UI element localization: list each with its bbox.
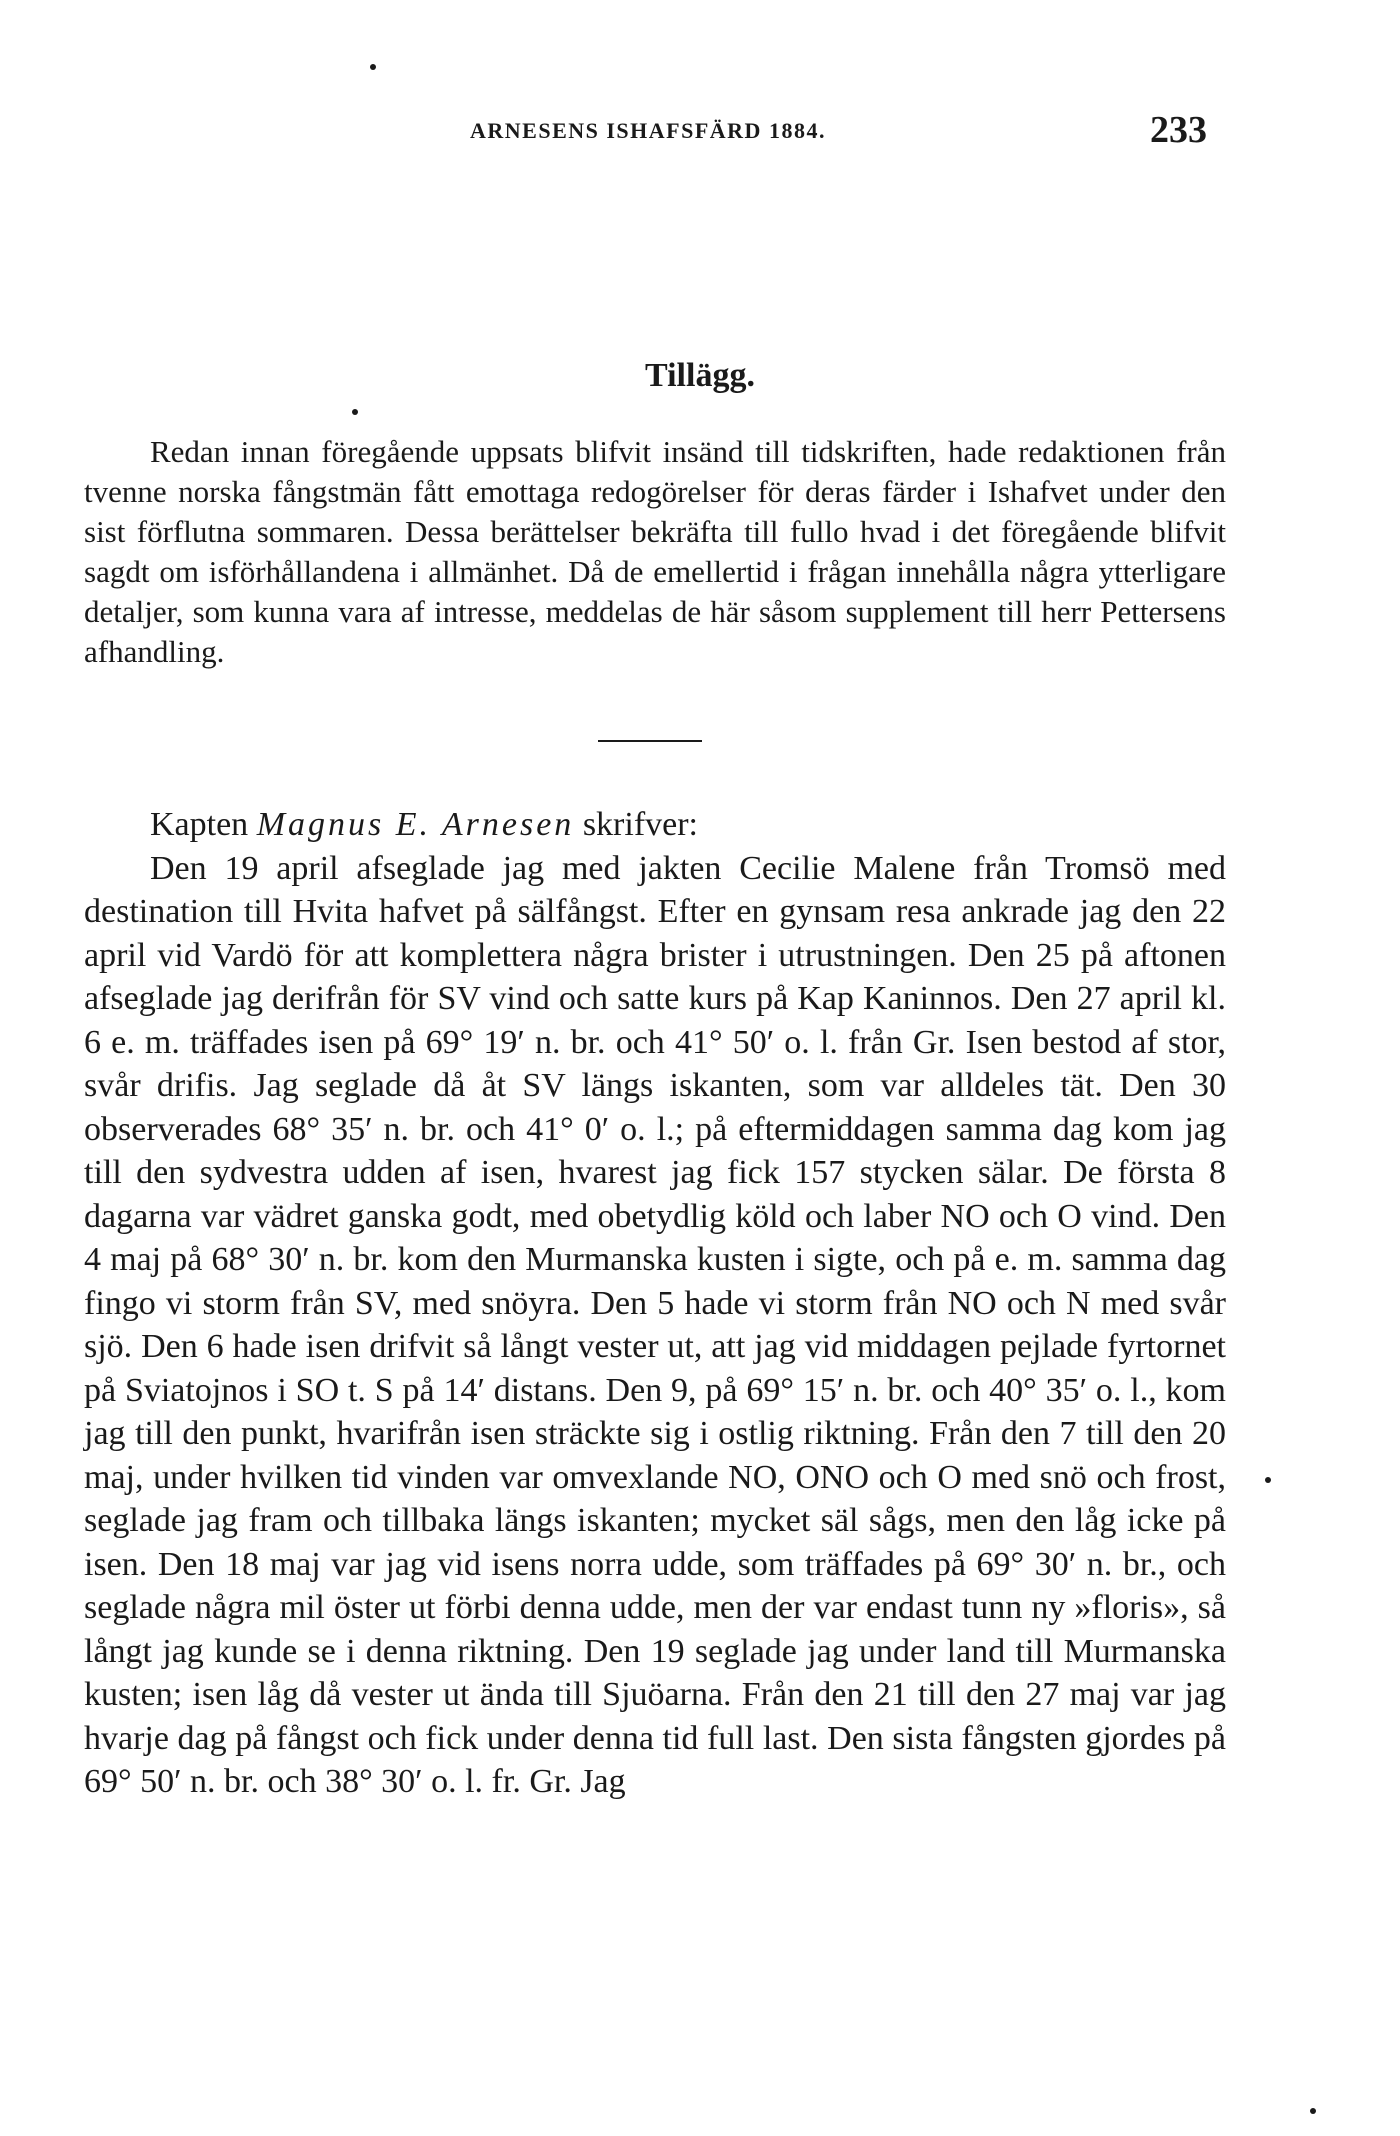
print-speck: [1265, 1477, 1271, 1483]
report-intro-prefix: Kapten: [150, 806, 249, 843]
print-speck: [352, 409, 358, 415]
running-head: ARNESENS ISHAFSFÄRD 1884.: [470, 118, 826, 143]
page-number: 233: [1150, 109, 1207, 151]
print-speck: [370, 64, 376, 70]
section-divider: [598, 740, 702, 742]
report-author: Magnus E. Arnesen: [256, 806, 575, 843]
print-speck: [1310, 2108, 1316, 2114]
report-paragraph: [84, 803, 1226, 1804]
intro-paragraph: [84, 432, 1226, 672]
section-title: Tillägg.: [645, 357, 755, 394]
report-text: Den 19 april afseglade jag med jakten Cecilie Malene från Tromsö med destination till Hvita hafvet på sälfångst. Efter en gynsam resa ankrade jag den 22 april vid Vardö för att komplettera några brister i utrustningen. Den 25 på aftonen afseglade jag derifrån för SV vind och satte kurs på Kap Kaninnos. Den 27 april kl. 6 e. m. träffades isen på 69° 19′ n. br. och 41° 50′ o. l. från Gr. Isen bestod af stor, svår drifis. Jag seglade då åt SV längs iskanten, som var alldeles tät. Den 30 observerades 68° 35′ n. br. och 41° 0′ o. l.; på eftermiddagen samma dag kom jag till den sydvestra udden af isen, hvarest jag fick 157 stycken sälar. De första 8 dagarna var vädret ganska godt, med obetydlig köld och laber NO och O vind. Den 4 maj på 68° 30′ n. br. kom den Murmanska kusten i sigte, och på e. m. samma dag fingo vi storm från SV, med snöyra. Den 5 hade vi storm från NO och N med svår sjö. Den 6 hade isen drifvit så långt vester ut, att jag vid middagen pejlade fyrtornet på Sviatojnos i SO t. S på 14′ distans. Den 9, på 69° 15′ n. br. och 40° 35′ o. l., kom jag till den punkt, hvarifrån isen sträckte sig i ostlig riktning. Från den 7 till den 20 maj, under hvilken tid vinden var omvexlande NO, ONO och O med snö och frost, seglade jag fram och tillbaka längs iskanten; mycket säl sågs, men den låg icke på isen. Den 18 maj var jag vid isens norra udde, som träffades på 69° 30′ n. br., och seglade några mil öster ut förbi denna udde, men der var endast tunn ny »floris», så långt jag kunde se i denna riktning. Den 19 seglade jag under land till Murmanska kusten; isen låg då vester ut ända till Sjuöarna. Från den 21 till den 27 maj var jag hvarje dag på fångst och fick under denna tid full last. Den sista fångsten gjordes på 69° 50′ n. br. och 38° 30′ o. l. fr. Gr. Jag: [84, 849, 1226, 1800]
report-intro-suffix: skrifver:: [582, 806, 698, 843]
intro-paragraph-text: Redan innan föregående uppsats blifvit insänd till tidskriften, hade redaktionen från tvenne norska fångstmän fått emottaga redogörelser för deras färder i Ishafvet under den sist förflutna sommaren. Dessa berättelser bekräfta till fullo hvad i det föregående blifvit sagdt om isförhållandena i allmänhet. Då de emellertid i frågan innehålla några ytterligare detaljer, som kunna vara af intresse, meddelas de här såsom supplement till herr Pettersens afhandling.: [84, 434, 1226, 669]
